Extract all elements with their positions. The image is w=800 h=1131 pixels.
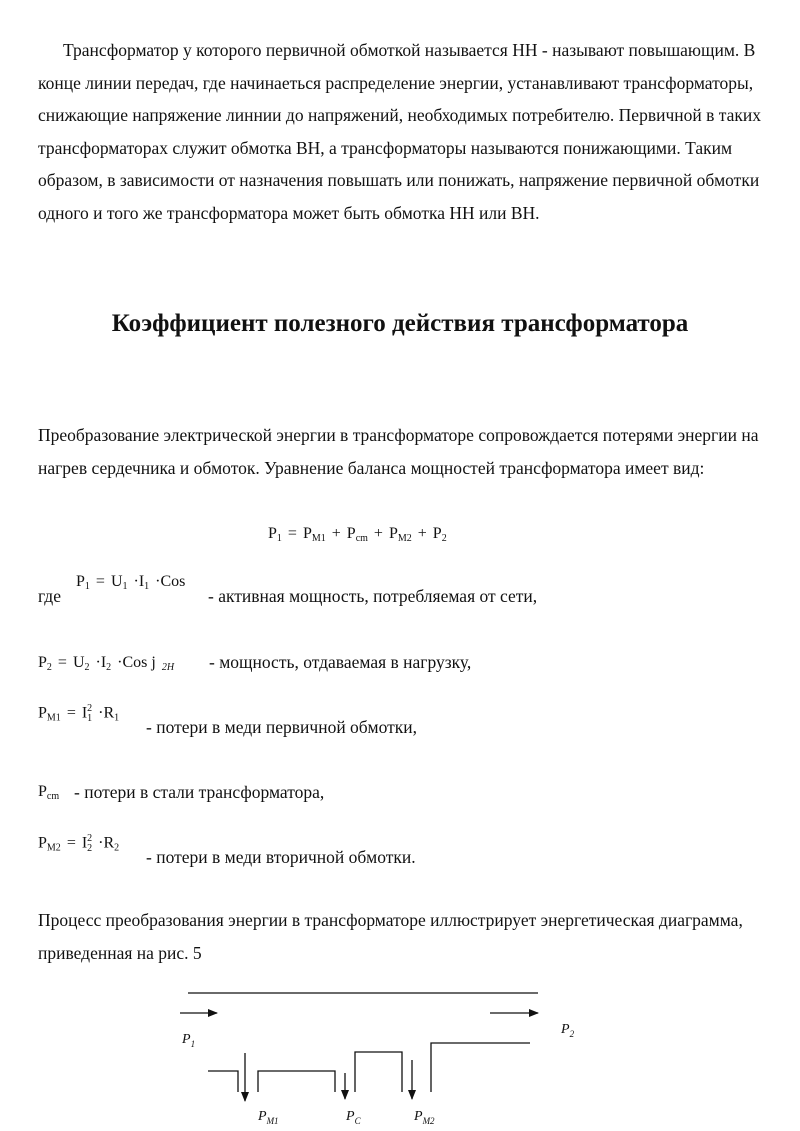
formula-pcm: $P_{cm}$ xyxy=(38,783,60,802)
formula-pm2: $P_{M2} = I$ 2 2 $\cdot R_2$ xyxy=(38,833,120,854)
formula-p1: $P_1 = U_1 \cdot I_1 \cdot Cos$ xyxy=(76,573,186,592)
desc-p2: - мощность, отдаваемая в нагрузку, xyxy=(209,652,472,672)
desc-p1: - активная мощность, потребляемая от сети, xyxy=(208,586,538,606)
label-pm2: $P_{M2}$ xyxy=(414,1109,435,1126)
step-2 xyxy=(258,1071,335,1092)
desc-pm2: - потери в меди вторичной обмотки. xyxy=(146,847,416,867)
label-pm1: $P_{M1}$ xyxy=(258,1109,279,1126)
desc-pcm: - потери в стали трансформатора, xyxy=(74,782,325,802)
process-paragraph: Процесс преобразования энергии в трансформаторе иллюстрирует энергетическая диаграмма, приведенная на рис. 5 xyxy=(38,910,743,963)
step-1 xyxy=(208,1071,238,1092)
label-p2: $P_2$ xyxy=(561,1022,575,1039)
label-p1: $P_1$ xyxy=(182,1032,196,1049)
energy-diagram xyxy=(0,980,800,1131)
balance-equation: $P_1 = P_{M1} + P_{cm} + P_{M2} + P_2$ xyxy=(268,525,447,544)
where-word: где xyxy=(38,586,61,606)
section-heading: Коэффициент полезного действия трансформатора xyxy=(111,310,689,337)
label-pc: $P_C$ xyxy=(346,1109,361,1126)
formula-p2: $P_2 = U_2 \cdot I_2 \cdot Cos$ j $_{2Н}$ xyxy=(38,654,175,673)
step-3 xyxy=(355,1052,402,1092)
desc-pm1: - потери в меди первичной обмотки, xyxy=(146,717,418,737)
formula-pm1: $P_{M1} = I$ 2 1 $\cdot R_1$ xyxy=(38,703,120,724)
step-4 xyxy=(431,1043,530,1092)
balance-paragraph: Преобразование электрической энергии в трансформаторе сопровождается потерями энергии на нагрев сердечника и обмоток. Уравнение баланса мощностей трансформатора имеет вид: xyxy=(38,425,759,478)
intro-paragraph: Трансформатор у которого первичной обмоткой называется НН - называют повышающим. В конце линии передач, где начинаеться распределение энергии, устанавливают трансформаторы, снижающие напряжение линнии до напряжений, необходимых потребителю. Первичной в таких трансформаторах служит обмотка ВН, а трансформаторы называются понижающими. Таким образом, в зависимости от назначения повышать или понижать, напряжение первичной обмотки одного и того же трансформатора может быть обмотка НН или ВН. xyxy=(38,40,761,223)
